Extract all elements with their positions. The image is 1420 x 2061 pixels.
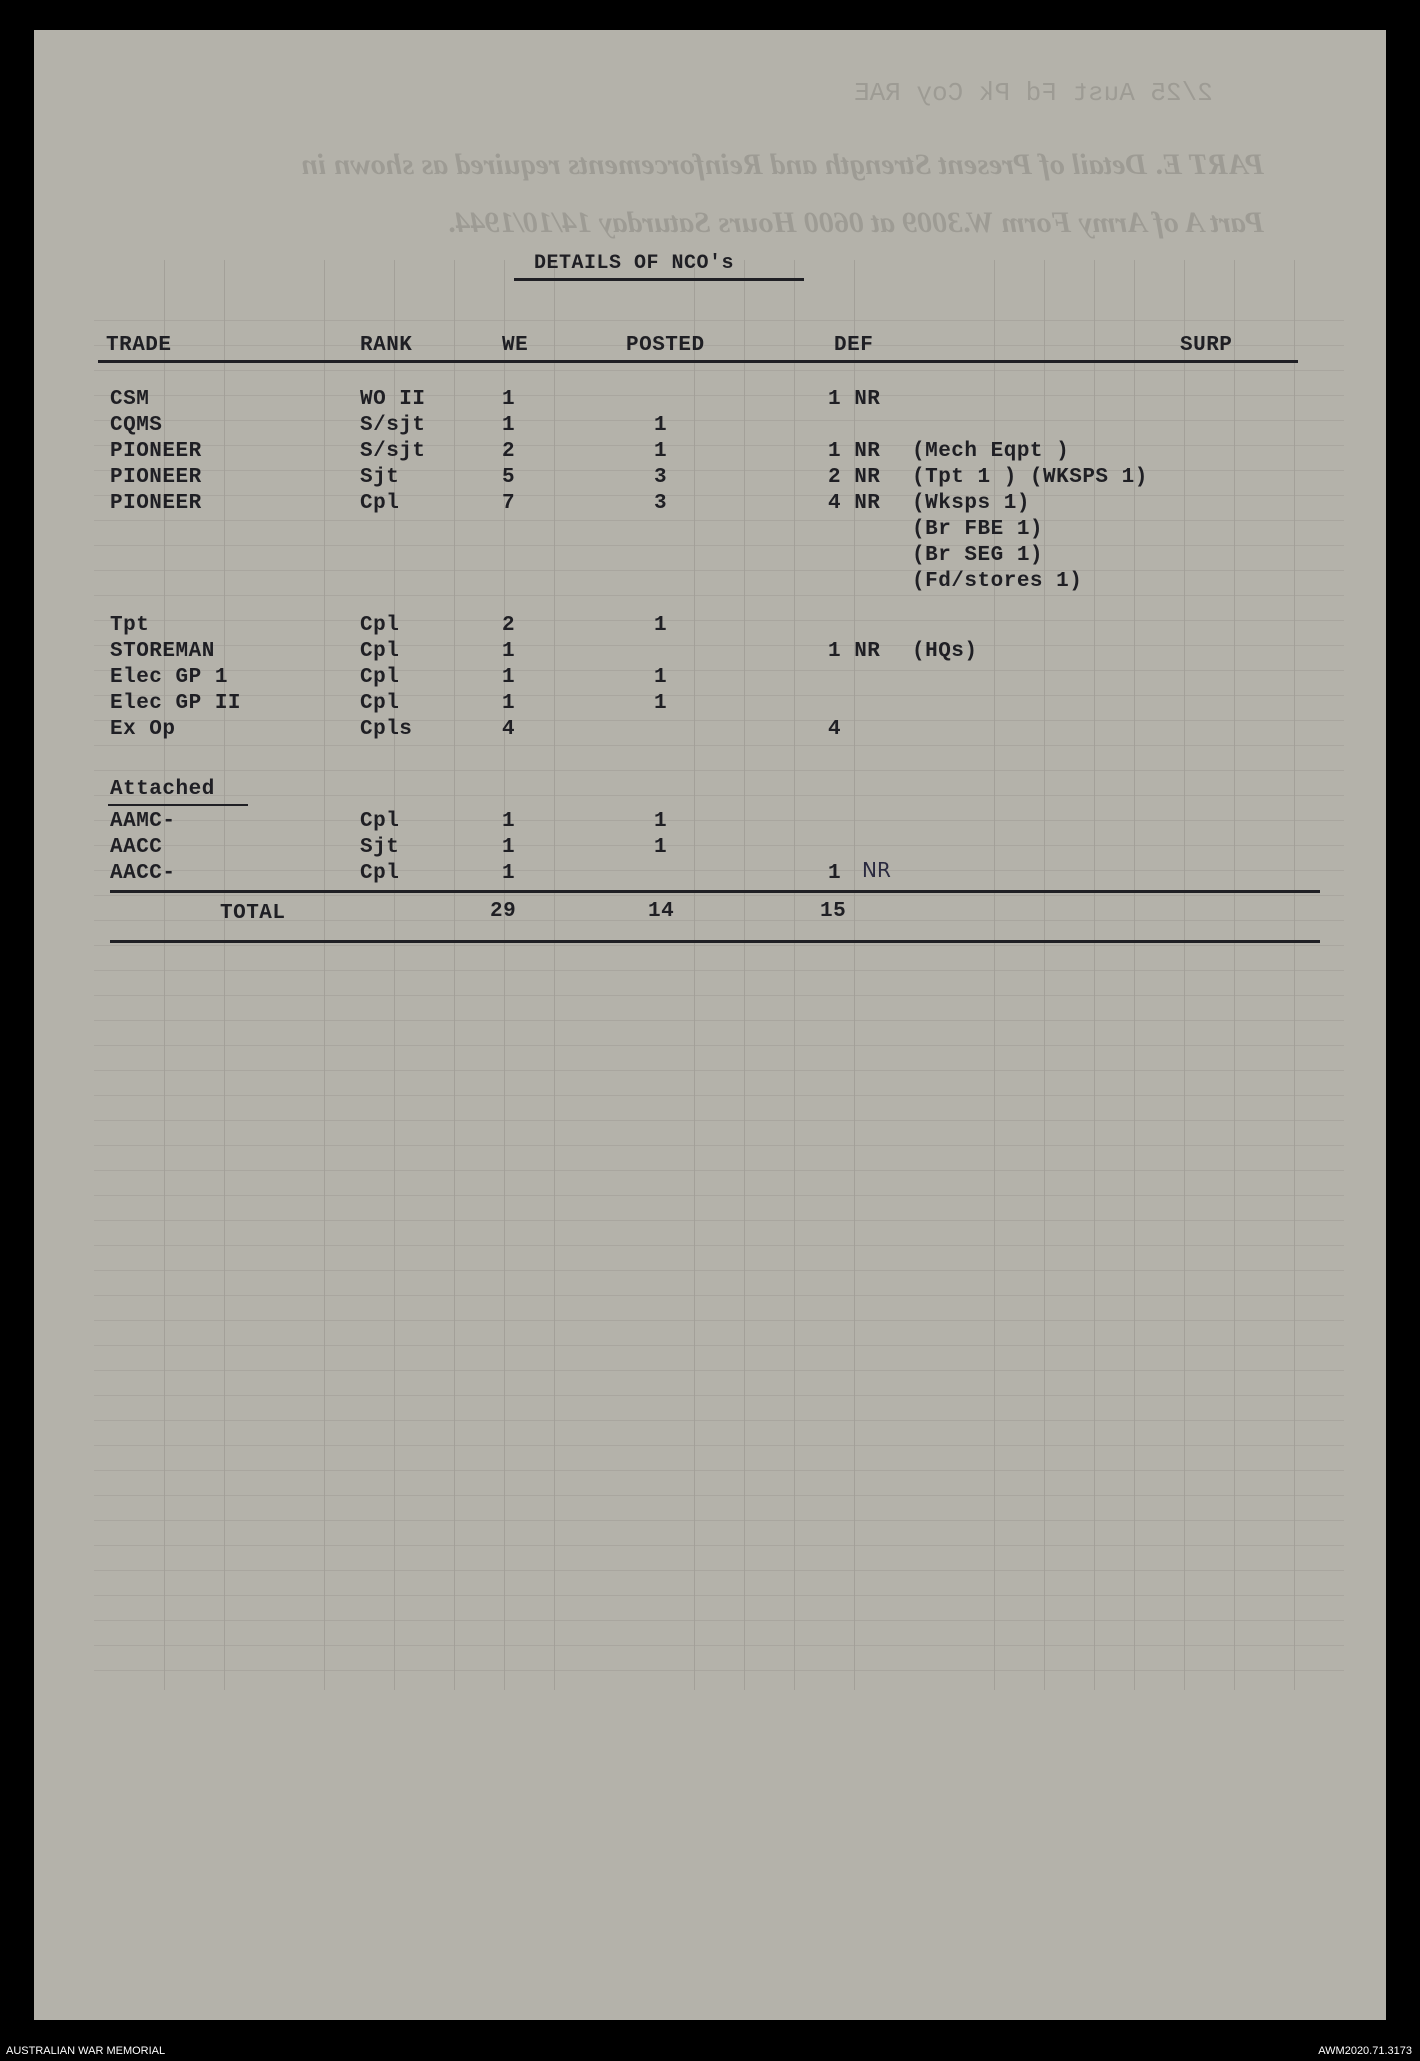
- bleed-through-gridline: [94, 570, 1344, 571]
- cell-def: 4 NR: [828, 492, 881, 515]
- cell-posted: 1: [654, 836, 668, 859]
- cell-rank: Cpls: [360, 718, 413, 741]
- cell-posted: 1: [654, 810, 668, 833]
- bleed-through-gridline: [94, 670, 1344, 671]
- bleed-through-gridline: [94, 995, 1344, 996]
- bleed-through-gridline: [94, 945, 1344, 946]
- cell-posted: 1: [654, 692, 668, 715]
- column-header-def: DEF: [834, 334, 874, 357]
- total-we: 29: [490, 900, 517, 923]
- cell-we: 2: [502, 440, 516, 463]
- cell-def: 1 NR: [828, 388, 881, 411]
- bleed-through-gridline: [94, 770, 1344, 771]
- bleed-through-gridline: [94, 1245, 1344, 1246]
- cell-rank: Cpl: [360, 640, 400, 663]
- cell-trade: Ex Op: [110, 718, 176, 741]
- bleed-through-unit: 2/25 Aust Fd Pk Coy RAE: [854, 78, 1213, 108]
- cell-trade: CQMS: [110, 414, 163, 437]
- cell-rank: Cpl: [360, 692, 400, 715]
- cell-we: 1: [502, 666, 516, 689]
- cell-def: 2 NR: [828, 466, 881, 489]
- cell-rank: Cpl: [360, 666, 400, 689]
- bleed-through-gridline: [94, 320, 1344, 321]
- cell-rank: Cpl: [360, 614, 400, 637]
- bleed-through-gridline: [94, 645, 1344, 646]
- column-header-we: WE: [502, 334, 529, 357]
- bleed-through-gridline: [94, 470, 1344, 471]
- cell-note: (HQs): [912, 640, 978, 663]
- bleed-through-gridline: [94, 1545, 1344, 1546]
- column-header-surp: SURP: [1180, 334, 1233, 357]
- bleed-through-gridline: [94, 795, 1344, 796]
- cell-we: 5: [502, 466, 516, 489]
- bleed-through-gridline: [94, 1620, 1344, 1621]
- bleed-through-gridline: [94, 420, 1344, 421]
- bleed-through-title-line2: Part A of Army Form W.3009 at 0600 Hours Saturday 14/10/1944.: [447, 206, 1264, 239]
- document-page: [34, 30, 1386, 2020]
- bleed-through-gridline: [94, 1270, 1344, 1271]
- cell-posted: 3: [654, 466, 668, 489]
- bleed-through-gridline: [94, 1145, 1344, 1146]
- footer-left: AUSTRALIAN WAR MEMORIAL: [6, 2045, 166, 2057]
- bleed-through-gridline: [94, 1220, 1344, 1221]
- cell-trade: STOREMAN: [110, 640, 215, 663]
- handwritten-nr: NR: [862, 858, 891, 882]
- bleed-through-gridline: [94, 1370, 1344, 1371]
- extra-note: (Fd/stores 1): [912, 570, 1083, 593]
- bleed-through-gridline: [94, 345, 1344, 346]
- bleed-through-gridline: [94, 395, 1344, 396]
- cell-posted: 1: [654, 614, 668, 637]
- cell-trade: Elec GP II: [110, 692, 242, 715]
- bleed-through-gridline: [94, 970, 1344, 971]
- bleed-through-gridline: [94, 1445, 1344, 1446]
- total-posted: 14: [648, 900, 675, 923]
- cell-posted: 3: [654, 492, 668, 515]
- cell-trade: Tpt: [110, 614, 150, 637]
- cell-posted: 1: [654, 666, 668, 689]
- bleed-through-gridline: [94, 1120, 1344, 1121]
- cell-trade: AACC: [110, 836, 163, 859]
- attached-label: Attached: [110, 778, 215, 801]
- bleed-through-gridline: [94, 520, 1344, 521]
- cell-rank: Sjt: [360, 466, 400, 489]
- cell-trade: Elec GP 1: [110, 666, 228, 689]
- cell-we: 1: [502, 836, 516, 859]
- cell-we: 1: [502, 862, 516, 885]
- extra-note: (Br FBE 1): [912, 518, 1044, 541]
- bleed-through-gridline: [94, 1095, 1344, 1096]
- cell-def: 4: [828, 718, 842, 741]
- section-title: DETAILS OF NCO's: [534, 252, 735, 275]
- cell-rank: Sjt: [360, 836, 400, 859]
- cell-rank: Cpl: [360, 862, 400, 885]
- bleed-through-gridline: [94, 495, 1344, 496]
- bleed-through-gridline: [94, 1595, 1344, 1596]
- cell-note: (Wksps 1): [912, 492, 1030, 515]
- cell-posted: 1: [654, 414, 668, 437]
- bleed-through-gridline: [94, 1670, 1344, 1671]
- cell-trade: CSM: [110, 388, 150, 411]
- cell-rank: S/sjt: [360, 440, 426, 463]
- bleed-through-gridline: [94, 595, 1344, 596]
- column-header-trade: TRADE: [106, 334, 172, 357]
- bleed-through-gridline: [94, 820, 1344, 821]
- bleed-through-grid: [94, 260, 1344, 1690]
- bleed-through-gridline: [94, 1395, 1344, 1396]
- bleed-through-gridline: [94, 1520, 1344, 1521]
- bleed-through-gridline: [94, 1645, 1344, 1646]
- bleed-through-gridline: [94, 370, 1344, 371]
- bleed-through-gridline: [94, 445, 1344, 446]
- bleed-through-gridline: [94, 1320, 1344, 1321]
- cell-we: 7: [502, 492, 516, 515]
- cell-rank: S/sjt: [360, 414, 426, 437]
- cell-trade: PIONEER: [110, 466, 202, 489]
- cell-we: 1: [502, 692, 516, 715]
- bleed-through-gridline: [94, 1045, 1344, 1046]
- bleed-through-gridline: [94, 545, 1344, 546]
- bleed-through-gridline: [94, 1495, 1344, 1496]
- column-header-rank: RANK: [360, 334, 413, 357]
- cell-we: 1: [502, 388, 516, 411]
- cell-trade: PIONEER: [110, 492, 202, 515]
- bleed-through-gridline: [94, 1195, 1344, 1196]
- bleed-through-gridline: [94, 845, 1344, 846]
- cell-rank: WO II: [360, 388, 426, 411]
- bleed-through-gridline: [94, 895, 1344, 896]
- footer-right: AWM2020.71.3173: [1318, 2045, 1412, 2057]
- extra-note: (Br SEG 1): [912, 544, 1044, 567]
- total-def: 15: [820, 900, 847, 923]
- bleed-through-gridline: [94, 1420, 1344, 1421]
- cell-def: 1: [828, 862, 842, 885]
- bleed-through-gridline: [94, 1570, 1344, 1571]
- cell-we: 1: [502, 810, 516, 833]
- cell-note: (Mech Eqpt ): [912, 440, 1070, 463]
- cell-we: 1: [502, 640, 516, 663]
- bleed-through-gridline: [94, 1470, 1344, 1471]
- bleed-through-gridline: [94, 870, 1344, 871]
- cell-def: 1 NR: [828, 640, 881, 663]
- cell-trade: PIONEER: [110, 440, 202, 463]
- bleed-through-gridline: [94, 720, 1344, 721]
- bleed-through-gridline: [94, 745, 1344, 746]
- cell-def: 1 NR: [828, 440, 881, 463]
- cell-rank: Cpl: [360, 810, 400, 833]
- bleed-through-gridline: [94, 1170, 1344, 1171]
- cell-posted: 1: [654, 440, 668, 463]
- bleed-through-gridline: [94, 1345, 1344, 1346]
- cell-we: 1: [502, 414, 516, 437]
- bleed-through-title-line1: PART E. Detail of Present Strength and Reinforcements required as shown in: [301, 148, 1264, 181]
- cell-we: 4: [502, 718, 516, 741]
- bleed-through-gridline: [94, 1070, 1344, 1071]
- bleed-through-gridline: [94, 695, 1344, 696]
- cell-note: (Tpt 1 ) (WKSPS 1): [912, 466, 1148, 489]
- cell-we: 2: [502, 614, 516, 637]
- bleed-through-gridline: [94, 1295, 1344, 1296]
- bleed-through-gridline: [94, 620, 1344, 621]
- cell-rank: Cpl: [360, 492, 400, 515]
- cell-trade: AACC-: [110, 862, 176, 885]
- bleed-through-gridline: [94, 1020, 1344, 1021]
- column-header-posted: POSTED: [626, 334, 705, 357]
- total-label: TOTAL: [220, 902, 286, 925]
- cell-trade: AAMC-: [110, 810, 176, 833]
